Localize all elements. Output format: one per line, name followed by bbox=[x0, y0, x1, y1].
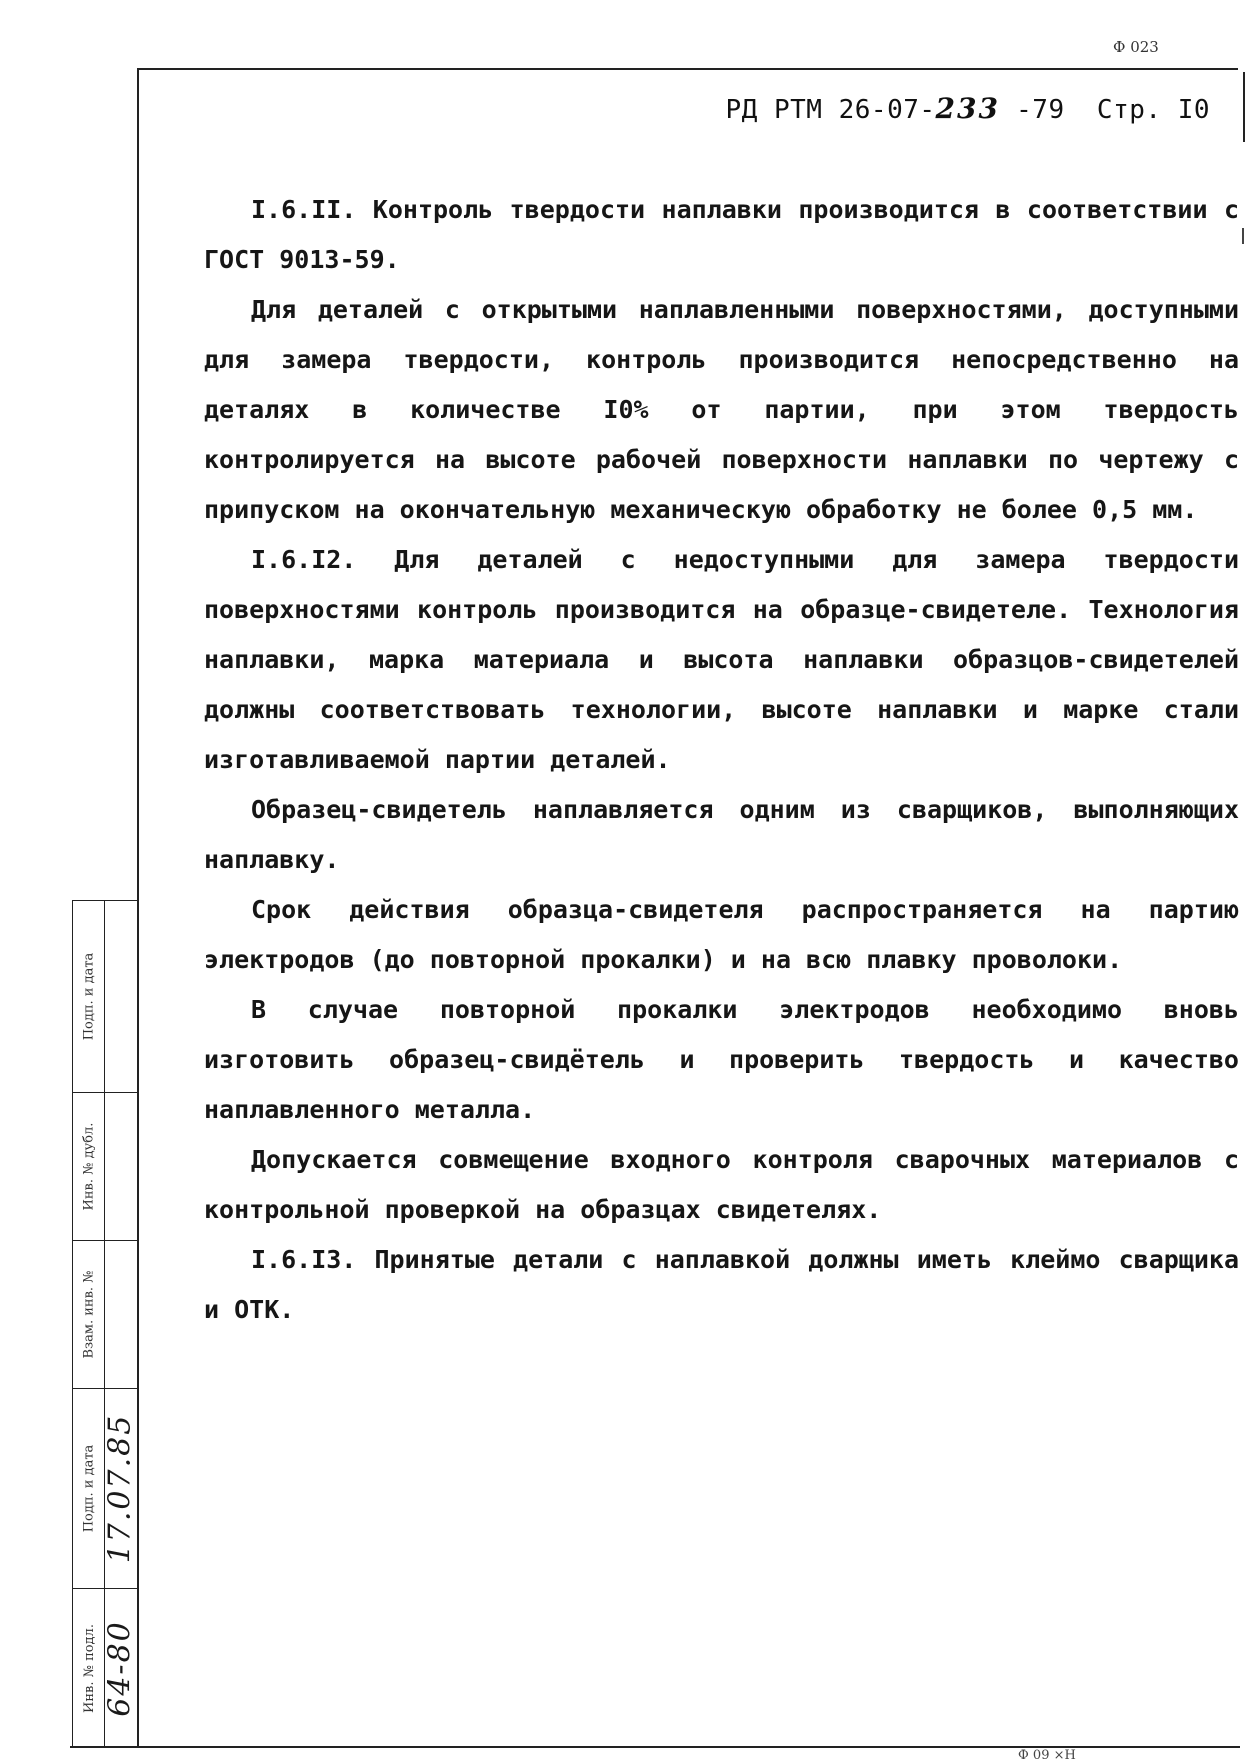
page-number: Стр. I0 bbox=[1096, 95, 1210, 125]
doc-prefix: РД РТМ 26-07- bbox=[725, 95, 936, 125]
doc-suffix: -79 bbox=[1016, 95, 1065, 125]
side-row-divider bbox=[73, 1240, 137, 1241]
side-row-divider bbox=[73, 1588, 137, 1589]
paragraph: Срок действия образца-свидетеля распространяется на партию электродов (до повторной прокалки) и на всю плавку проволоки. bbox=[204, 895, 1239, 974]
paragraph: Образец-свидетель наплавляется одним из сварщиков, выполняющих наплавку. bbox=[204, 795, 1239, 874]
handwritten-inventory-number: 64-80 bbox=[102, 1619, 138, 1717]
margin-tick bbox=[1242, 228, 1244, 244]
paragraph: I.6.II. Контроль твердости наплавки производится в соответствии с ГОСТ 9013-59. bbox=[204, 195, 1239, 274]
side-row-divider bbox=[73, 1388, 137, 1389]
page-header bbox=[200, 92, 1210, 125]
side-label-sign-date: Подп. и дата bbox=[81, 952, 97, 1040]
side-row-divider bbox=[73, 900, 137, 901]
document-body bbox=[204, 185, 1239, 1335]
side-stamp-table bbox=[72, 900, 138, 1746]
side-label-replace-inv: Взам. инв. № bbox=[81, 1270, 97, 1358]
paragraph: I.6.I2. Для деталей с недоступными для замера твердости поверхностями контроль производится на образце-свидетеле. Технология наплавки, марка материала и высота наплавки образцов-свидетелей должны соответствовать технологии, высоте наплавки и марке стали изготавливаемой партии деталей. bbox=[204, 545, 1239, 774]
paragraph: Для деталей с открытыми наплавленными поверхностями, доступными для замера твердости, контроль производится непосредственно на деталях в количестве I0% от партии, при этом твердость контролируется на высоте рабочей поверхности наплавки по чертежу с припуском на окончательную механическую обработку не более 0,5 мм. bbox=[204, 295, 1239, 524]
side-row-divider bbox=[73, 1092, 137, 1093]
doc-number-handwritten: 233 bbox=[935, 92, 1000, 125]
page-frame-top bbox=[138, 68, 1238, 70]
paragraph: В случае повторной прокалки электродов необходимо вновь изготовить образец-свидётель и проверить твердость и качество наплавленного металла. bbox=[204, 995, 1239, 1124]
page-frame-right bbox=[1243, 72, 1245, 142]
paragraph: I.6.I3. Принятые детали с наплавкой должны иметь клеймо сварщика и ОТК. bbox=[204, 1245, 1239, 1324]
handwritten-signature-date: 17.07.85 bbox=[102, 1413, 138, 1563]
paragraph: Допускается совмещение входного контроля сварочных материалов с контрольной проверкой на образцах свидетелях. bbox=[204, 1145, 1239, 1224]
corner-code: Ф 023 bbox=[1113, 38, 1159, 56]
side-label-dup-inv: Инв. № дубл. bbox=[81, 1122, 97, 1210]
side-label-sign-date-2: Подп. и дата bbox=[81, 1444, 97, 1532]
bottom-note: Ф 09 ×Н bbox=[1018, 1748, 1076, 1763]
side-label-orig-inv: Инв. № подл. bbox=[81, 1623, 97, 1713]
